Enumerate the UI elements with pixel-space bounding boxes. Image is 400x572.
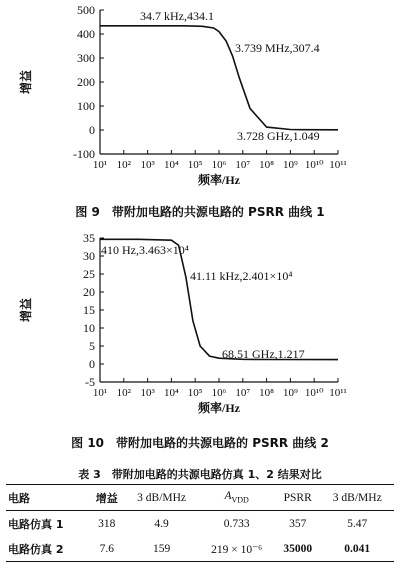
table-header-row xyxy=(6,485,394,511)
x-tick-label: 10¹ xyxy=(92,159,108,171)
x-tick-label: 10⁹ xyxy=(282,159,298,171)
data-point-annotation: 34.7 kHz,434.1 xyxy=(140,9,214,23)
table-cell: 7.6 xyxy=(99,542,114,555)
y-tick-label: 400 xyxy=(77,27,95,41)
header-3db-bandwidth: 3 dB/MHz xyxy=(137,491,187,504)
x-tick-label: 10⁶ xyxy=(211,159,227,171)
x-tick-label: 10⁸ xyxy=(259,159,275,171)
data-point-annotation: 410 Hz,3.463×10⁴ xyxy=(101,243,189,257)
data-point-annotation: 68.51 GHz,1.217 xyxy=(222,347,305,361)
header-psrr: PSRR xyxy=(283,491,312,504)
x-tick-label: 10⁵ xyxy=(187,387,203,399)
x-tick-label: 10⁴ xyxy=(163,387,179,399)
figure-9 xyxy=(0,0,400,195)
table-cell: 电路仿真 2 xyxy=(8,542,64,556)
table-cell: 4.9 xyxy=(154,517,169,530)
y-tick-label: 300 xyxy=(77,51,95,65)
figure-10 xyxy=(0,228,400,418)
y-tick-label: 200 xyxy=(77,75,95,89)
table-row xyxy=(6,511,394,537)
x-tick-label: 10⁷ xyxy=(235,387,251,399)
data-point-annotation: 41.11 kHz,2.401×10⁴ xyxy=(190,269,293,283)
table-cell: 35000 xyxy=(283,542,313,555)
y-tick-label: -100 xyxy=(73,147,95,161)
table-cell: 0.733 xyxy=(223,517,250,530)
results-table xyxy=(6,484,394,562)
x-axis-label: 频率/Hz xyxy=(198,401,240,415)
y-axis-label: 增益 xyxy=(19,297,33,323)
y-axis-label: 增益 xyxy=(19,69,33,95)
y-tick-label: 5 xyxy=(89,339,95,353)
y-tick-label: 10 xyxy=(83,321,95,335)
x-tick-label: 10³ xyxy=(140,159,155,171)
table-3-title: 表 3 带附加电路的共源电路仿真 1、2 结果对比 xyxy=(78,468,322,481)
y-tick-label: 20 xyxy=(83,285,95,299)
x-tick-label: 10¹ xyxy=(92,387,108,399)
header-circuit: 电路 xyxy=(8,491,30,505)
table-row xyxy=(6,536,394,562)
x-tick-label: 10⁸ xyxy=(259,387,275,399)
y-tick-label: 0 xyxy=(89,123,95,137)
table-cell: 电路仿真 1 xyxy=(8,517,64,531)
table-cell: 219 × 10⁻⁶ xyxy=(211,543,263,556)
figure-10-caption: 图 10 带附加电路的共源电路的 PSRR 曲线 2 xyxy=(71,436,329,450)
x-tick-label: 10² xyxy=(116,387,131,399)
data-point-annotation: 3.728 GHz,1.049 xyxy=(237,129,320,143)
table-cell: 0.041 xyxy=(344,542,371,555)
x-tick-label: 10⁷ xyxy=(235,159,251,171)
y-tick-label: -5 xyxy=(85,375,95,389)
y-tick-label: 15 xyxy=(83,303,95,317)
table-cell: 318 xyxy=(98,517,116,530)
header-gain: 增益 xyxy=(95,491,118,505)
y-tick-label: 30 xyxy=(83,249,95,263)
x-tick-label: 10² xyxy=(116,159,131,171)
x-tick-label: 10¹⁰ xyxy=(304,159,324,171)
psrr-curve-2-chart xyxy=(0,228,400,418)
table-cell: 159 xyxy=(152,542,171,555)
x-axis-label: 频率/Hz xyxy=(198,173,240,187)
y-tick-label: 25 xyxy=(83,267,95,281)
y-tick-label: 35 xyxy=(83,231,95,245)
header-3db-psrr: 3 dB/MHz xyxy=(332,491,382,504)
figure-9-caption: 图 9 带附加电路的共源电路的 PSRR 曲线 1 xyxy=(75,205,325,219)
x-tick-label: 10¹¹ xyxy=(329,387,347,399)
x-tick-label: 10³ xyxy=(140,387,155,399)
x-tick-label: 10⁴ xyxy=(163,159,179,171)
psrr-curve-1-chart xyxy=(0,0,400,195)
x-tick-label: 10⁶ xyxy=(211,387,227,399)
y-tick-label: 100 xyxy=(77,99,95,113)
data-point-annotation: 3.739 MHz,307.4 xyxy=(235,41,320,55)
x-tick-label: 10¹¹ xyxy=(329,159,347,171)
table-cell: 5.47 xyxy=(347,517,368,530)
y-tick-label: 500 xyxy=(77,3,95,17)
y-tick-label: 0 xyxy=(89,357,95,371)
psrr-curve-line xyxy=(100,239,338,359)
x-tick-label: 10⁵ xyxy=(187,159,203,171)
x-tick-label: 10¹⁰ xyxy=(304,387,324,399)
table-cell: 357 xyxy=(289,517,307,530)
x-tick-label: 10⁹ xyxy=(282,387,298,399)
header-avdd: $A_{VDD}$ xyxy=(224,490,249,505)
table-3 xyxy=(6,484,394,562)
